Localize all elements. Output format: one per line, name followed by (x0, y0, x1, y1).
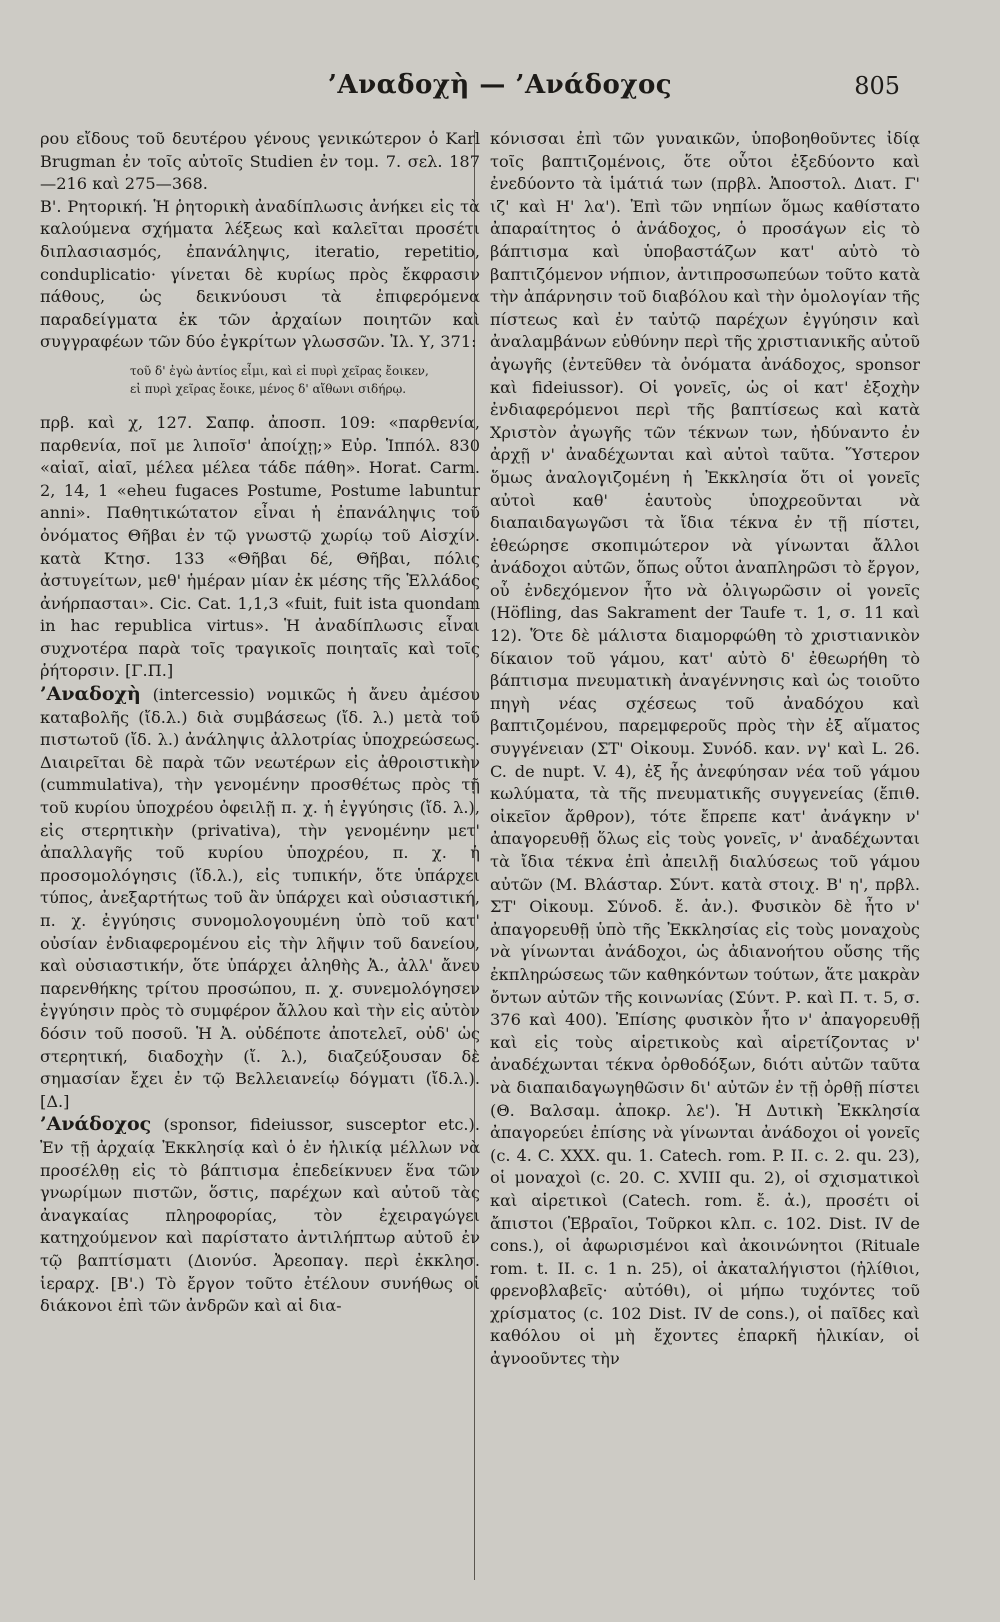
entry-text: (sponsor, fideiussor, susceptor etc.). Ἐν τῇ ἀρχαίᾳ Ἐκκλησίᾳ καὶ ὁ ἐν ἡλικίᾳ μέλλων νὰ προσέλθῃ εἰς τὸ βάπτισμα ἐπεδείκνυεν ἕνα τῶν γνωρίμων πιστῶν, ὅστις, παρέχων καὶ αὐτοῦ τὰς ἀναγκαίας πληροφορίας, τὸν ἐχειραγώγει κατηχούμενον καὶ παρίστατο ἀντιλήπτωρ αὐτοῦ ἐν τῷ βαπτίσματι (Διονύσ. Ἀρεοπαγ. περὶ ἐκκλησ. ἱεραρχ. [Β'.) Τὸ ἔργον τοῦτο ἐτέλουν συνήθως οἱ διάκονοι ἐπὶ τῶν ἀνδρῶν καὶ αἱ δια- (40, 1115, 480, 1316)
entry-text: (intercessio) νομικῶς ἡ ἄνευ ἀμέσου καταβολῆς (ἴδ.λ.) διὰ συμβάσεως (ἴδ. λ.) μετὰ τοῦ πιστωτοῦ (ἴδ. λ.) ἀνάληψις ἀλλοτρίας ὑποχρεώσεως. Διαιρεῖται δὲ παρὰ τῶν νεωτέρων εἰς ἀθροιστικὴν (cummulativa), τὴν γενομένην προσθέτως πρὸς τῇ τοῦ κυρίου ὑποχρέου ὀφειλῇ π. χ. ἡ ἐγγύησις (ἴδ. λ.), εἰς στερητικὴν (privativa), τὴν γενομένην μετ' ἀπαλλαγῆς τοῦ κυρίου ὑποχρέου, π. χ. ἡ προσομολόγησις (ἴδ.λ.), εἰς τυπικήν, ὅτε ὑπάρχει τύπος, ἀνεξαρτήτως τοῦ ἂν ὑπάρχει καὶ οὐσιαστική, π. χ. ἐγγύησις συνομολογουμένη ὑπὸ τοῦ κατ' οὐσίαν ἐνδιαφερομένου εἰς τὴν λῆψιν τοῦ δανείου, καὶ οὐσιαστικήν, ὅτε ὑπάρχει ἀληθὴς Ἀ., ἀλλ' ἄνευ παρενθήκης τρίτου προσώπου, π. χ. συνεμολόγησεν ἐγγύησιν πρὸς τὸ συμφέρον ἄλλου καὶ τὴν εἰς αὐτὸν δόσιν τοῦ ποσοῦ. Ἡ Ἀ. οὐδέποτε ἀποτελεῖ, οὐδ' ὡς στερητική, διαδοχὴν (ἴ. λ.), διαζεύξουσαν δὲ σημασίαν ἔχει ἐν τῷ Βελλειανείῳ δόγματι (ἴδ.λ.). [Δ.] (40, 685, 480, 1111)
verse-quote (40, 362, 480, 398)
page-number: 805 (854, 72, 900, 100)
page-title: ’Αναδοχὴ — ’Ανάδοχος (327, 70, 673, 100)
page-header (0, 62, 1000, 112)
paragraph: Β'. Ρητορική. Ἡ ῥητορικὴ ἀναδίπλωσις ἀνήκει εἰς τὰ καλούμενα σχήματα λέξεως καὶ καλεῖται προσέτι διπλασιασμός, ἐπανάληψις, iteratio, repetitio, conduplicatio· γίνεται δὲ κυρίως πρὸς ἔκφρασιν πάθους, ὡς δεικνύουσι τὰ ἐπιφερόμενα παραδείγματα ἐκ τῶν ἀρχαίων ποιητῶν καὶ συγγραφέων τῶν δύο ἐγκρίτων γλωσσῶν. Ἰλ. Υ, 371: (40, 196, 480, 352)
entry-paragraph (40, 1113, 480, 1317)
paragraph: κόνισσαι ἐπὶ τῶν γυναικῶν, ὑποβοηθοῦντες ἰδίᾳ τοῖς βαπτιζομένοις, ὅτε οὗτοι ἐξεδύοντο καὶ ἐνεδύοντο τὰ ἱμάτιά των (πρβλ. Ἀποστολ. Διατ. Γ' ιζ' καὶ Η' λα'). Ἐπὶ τῶν νηπίων ὅμως καθίστατο ἀπαραίτητος ὁ ἀνάδοχος, ὁ προσάγων εἰς τὸ βάπτισμα καὶ ὑποβαστάζων κατ' αὐτὸ τὸ βαπτιζόμενον νήπιον, ἀντιπροσωπεύων τοῦτο κατὰ τὴν ἀπάρνησιν τοῦ διαβόλου καὶ τὴν ὁμολογίαν τῆς πίστεως καὶ ἐν ταὐτῷ παρέχων ἐγγύησιν καὶ ἀναλαμβάνων εὐθύνην περὶ τῆς χριστιανικῆς αὐτοῦ ἀγωγῆς (ἐντεῦθεν τὰ ὀνόματα ἀνάδοχος, sponsor καὶ fideiussor). Οἱ γονεῖς, ὡς οἱ κατ' ἐξοχὴν ἐνδιαφερόμενοι περὶ τῆς βαπτίσεως καὶ κατὰ Χριστὸν ἀγωγῆς τῶν τέκνων των, ἠδύναντο ἐν ἀρχῇ ν' ἀναδέχωνται καὶ αὐτοὶ ταῦτα. Ὕστερον ὅμως ἀναλογιζομένη ἡ Ἐκκλησία ὅτι οἱ γονεῖς αὐτοὶ καθ' ἑαυτοὺς ὑποχρεοῦνται νὰ διαπαιδαγωγῶσι τὰ ἴδια τέκνα ἐν τῇ πίστει, ἐθεώρησε σκοπιμώτερον νὰ γίνωνται ἄλλοι ἀνάδοχοι αὐτῶν, ὅπως οὗτοι ἀναπληρῶσι τὸ ἔργον, οὗ ἐνδεχόμενον ἦτο νὰ ὀλιγωρῶσιν οἱ γονεῖς (Höfling, das Sakrament der Taufe τ. 1, σ. 11 καὶ 12). Ὅτε δὲ μάλιστα διαμορφώθη τὸ χριστιανικὸν δίκαιον τοῦ γάμου, κατ' αὐτὸ δ' ἐθεωρήθη τὸ βάπτισμα πνευματικὴ ἀναγέννησις καὶ ὡς τοιοῦτο πηγὴ νέας σχέσεως τοῦ ἀναδόχου καὶ βαπτιζομένου, παρεμφεροῦς πρὸς τὴν ἐξ αἵματος συγγένειαν (ΣΤ' Οἰκουμ. Συνόδ. καν. νγ' καὶ L. 26. C. de nupt. V. 4), ἐξ ἧς ἀνεφύησαν νέα τοῦ γάμου κωλύματα, τὰ τῆς πνευματικῆς συγγενείας (ἔπιθ. οἰκεῖον ἄρθρον), τότε ἔπρεπε κατ' ἀνάγκην ν' ἀπαγορευθῇ ὅλως εἰς τοὺς γονεῖς, ν' ἀναδέχωνται τὰ ἴδια τέκνα ἐπὶ ἀπειλῇ διαλύσεως τοῦ γάμου αὐτῶν (Μ. Βλάσταρ. Σύντ. κατὰ στοιχ. Β' η', πρβλ. ΣΤ' Οἰκουμ. Σύνοδ. ἔ. ἀν.). Φυσικὸν δὲ ἦτο ν' ἀπαγορευθῇ ὑπὸ τῆς Ἐκκλησίας εἰς τοὺς μοναχοὺς νὰ γίνωνται ἀνάδοχοι, ὡς ἀδιανοήτου οὔσης τῆς ἐκπληρώσεως τῶν καθηκόντων τούτων, ἅτε μακρὰν ὄντων αὐτῶν τῆς κοινωνίας (Σύντ. Ρ. καὶ Π. τ. 5, σ. 376 καὶ 400). Ἐπίσης φυσικὸν ἦτο ν' ἀπαγορευθῇ καὶ εἰς τοὺς αἱρετικοὺς καὶ αἱρετίζοντας ν' ἀναδέχωνται τέκνα ὀρθοδόξων, διότι αὐτῶν ταῦτα νὰ διαπαιδαγωγηθῶσιν δι' αὐτῶν ἐν τῇ ὀρθῇ πίστει (Θ. Βαλσαμ. ἀποκρ. λε'). Ἡ Δυτικὴ Ἐκκλησία ἀπαγορεύει ἐπίσης νὰ γίνωνται ἀνάδοχοι οἱ γονεῖς (c. 4. C. XXX. qu. 1. Catech. rom. P. II. c. 2. qu. 23), οἱ μοναχοὶ (c. 20. C. XVIII qu. 2), οἱ σχισματικοὶ καὶ αἱρετικοὶ (Catech. rom. ἔ. ἀ.), προσέτι οἱ ἄπιστοι (Ἑβραῖοι, Τοῦρκοι κλπ. c. 102. Dist. IV de cons.), οἱ ἀφωρισμένοι καὶ ἀκοινώνητοι (Rituale rom. t. II. c. 1 n. 25), οἱ ἀκαταλήγιστοι (ἠλίθιοι, φρενοβλαβεῖς· αὐτόθι), οἱ μήπω τυχόντες τοῦ χρίσματος (c. 102 Dist. IV de cons.), οἱ παῖδες καὶ καθόλου οἱ μὴ ἔχοντες ἐπαρκῆ ἡλικίαν, οἱ ἀγνοοῦντες τὴν (490, 129, 920, 1369)
entry-paragraph (40, 683, 480, 1113)
verse-line: εἰ πυρὶ χεῖρας ἔοικε, μένος δ' αἴθωνι σιδήρῳ. (130, 381, 407, 396)
entry-headword: ’Αναδοχὴ (40, 683, 141, 706)
left-column (40, 128, 480, 1598)
paragraph: πρβ. καὶ χ, 127. Σαπφ. ἀποσπ. 109: «παρθενία, παρθενία, ποῖ με λιποῖσ' ἀποίχῃ;» Εὐρ. Ἱππόλ. 830 «αἰαῖ, αἰαῖ, μέλεα μέλεα τάδε πάθη». Horat. Carm. 2, 14, 1 «eheu fugaces Postume, Postume labuntur anni». Παθητικώτατον εἶναι ἡ ἐπανάληψις τοῦ ὀνόματος Θῆβαι ἐν τῷ γνωστῷ χωρίῳ τοῦ Αἰσχίν. κατὰ Κτησ. 133 «Θῆβαι δέ, Θῆβαι, πόλις ἀστυγείτων, μεθ' ἡμέραν μίαν ἐκ μέσης τῆς Ἑλλάδος ἀνήρπασται». Cic. Cat. 1,1,3 «fuit, fuit ista quondam in hac republica virtus». Ἡ ἀναδίπλωσις εἶναι συχνοτέρα παρὰ τοῖς τραγικοῖς ποιηταῖς καὶ τοῖς ῥήτορσιν. [Γ.Π.] (40, 412, 480, 681)
entry-headword: ’Ανάδοχος (40, 1113, 152, 1136)
right-column (490, 128, 920, 1598)
paragraph: ρου εἴδους τοῦ δευτέρου γένους γενικώτερον ὁ Karl Brugman ἐν τοῖς αὐτοῖς Studien ἐν τομ. 7. σελ. 187—216 καὶ 275—368. (40, 129, 480, 194)
verse-line: τοῦ δ' ἐγὼ ἀντίος εἶμι, καὶ εἰ πυρὶ χεῖρας ἔοικεν, (130, 363, 429, 378)
